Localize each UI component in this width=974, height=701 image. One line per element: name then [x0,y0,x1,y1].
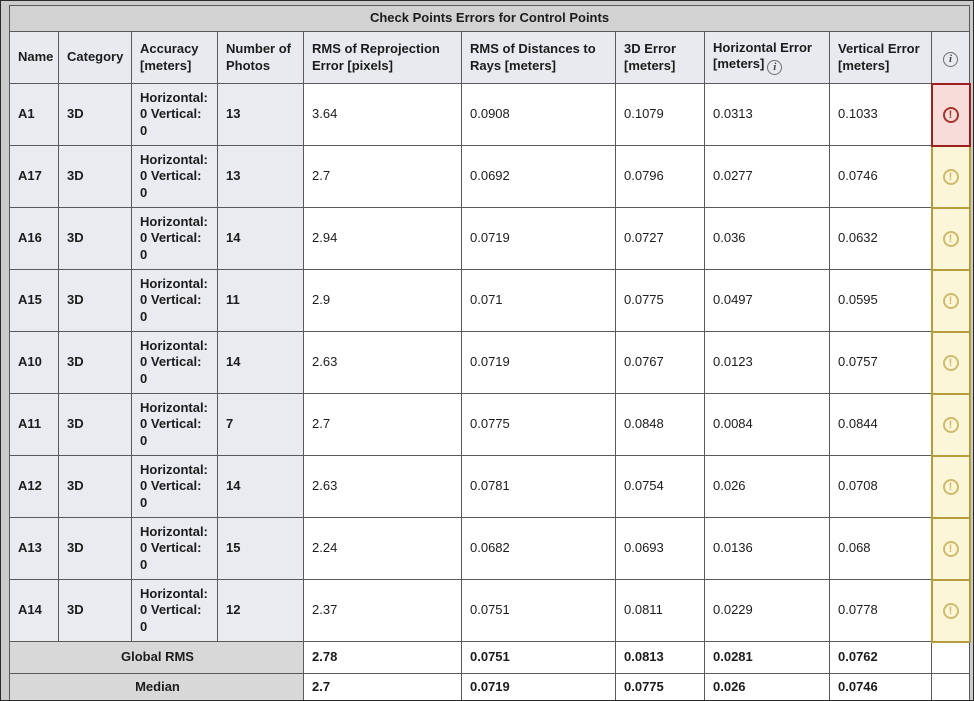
status-warning-icon[interactable]: ! [943,231,959,247]
accuracy-horizontal: Horizontal: 0 [140,152,208,184]
accuracy-horizontal: Horizontal: 0 [140,462,208,494]
col-header-name: Name [10,32,59,84]
table-body [10,84,970,642]
photos-cell: 14 [218,332,304,394]
col-header-vertical-error: Vertical Error [meters] [830,32,932,84]
category-cell: 3D [59,208,132,270]
rms-distances-cell: 0.0908 [462,84,616,146]
name-cell: A15 [10,270,59,332]
error-3d-cell: 0.0727 [616,208,705,270]
accuracy-vertical: Vertical: 0 [140,602,202,634]
status-empty-cell [932,674,970,701]
photos-cell: 7 [218,394,304,456]
accuracy-vertical: Vertical: 0 [140,354,202,386]
status-cell [932,84,970,146]
accuracy-vertical: Vertical: 0 [140,540,202,572]
rms-reprojection-cell: 2.94 [304,208,462,270]
status-warning-icon[interactable]: ! [943,417,959,433]
horizontal-error-cell: 0.0084 [705,394,830,456]
rms-reprojection-cell: 2.63 [304,332,462,394]
category-cell: 3D [59,332,132,394]
rms-distances-cell: 0.0775 [462,394,616,456]
vertical-error-cell: 0.068 [830,518,932,580]
accuracy-vertical: Vertical: 0 [140,230,202,262]
accuracy-cell [132,208,218,270]
table-row [10,394,970,456]
accuracy-horizontal: Horizontal: 0 [140,90,208,122]
vertical-error-cell: 0.0844 [830,394,932,456]
error-3d-cell: 0.0848 [616,394,705,456]
accuracy-vertical: Vertical: 0 [140,292,202,324]
rms-distances-cell: 0.071 [462,270,616,332]
rms-distances-cell: 0.0751 [462,580,616,642]
status-cell [932,146,970,208]
footer-value-cell: 2.7 [304,674,462,701]
status-cell [932,208,970,270]
accuracy-horizontal: Horizontal: 0 [140,586,208,618]
col-header-accuracy: Accuracy [meters] [132,32,218,84]
footer-value-cell: 0.0746 [830,674,932,701]
info-icon[interactable]: i [767,60,782,75]
error-3d-cell: 0.0796 [616,146,705,208]
name-cell: A1 [10,84,59,146]
col-header-3d-error: 3D Error [meters] [616,32,705,84]
accuracy-vertical: Vertical: 0 [140,416,202,448]
category-cell: 3D [59,270,132,332]
status-warning-icon[interactable]: ! [943,479,959,495]
name-cell: A12 [10,456,59,518]
table-row [10,208,970,270]
name-cell: A16 [10,208,59,270]
status-warning-icon[interactable]: ! [943,293,959,309]
photos-cell: 13 [218,84,304,146]
error-3d-cell: 0.0767 [616,332,705,394]
accuracy-cell [132,146,218,208]
status-warning-icon[interactable]: ! [943,541,959,557]
accuracy-cell [132,270,218,332]
footer-value-cell: 0.026 [705,674,830,701]
rms-reprojection-cell: 2.24 [304,518,462,580]
table-row [10,84,970,146]
horizontal-error-cell: 0.0313 [705,84,830,146]
footer-value-cell: 0.0751 [462,642,616,674]
error-3d-cell: 0.0693 [616,518,705,580]
rms-reprojection-cell: 2.37 [304,580,462,642]
global-rms-row [10,642,970,674]
status-warning-icon[interactable]: ! [943,169,959,185]
table-row [10,580,970,642]
photos-cell: 14 [218,208,304,270]
category-cell: 3D [59,394,132,456]
global-rms-label: Global RMS [10,642,304,674]
horizontal-error-cell: 0.026 [705,456,830,518]
status-cell [932,456,970,518]
rms-reprojection-cell: 2.63 [304,456,462,518]
status-warning-icon[interactable]: ! [943,603,959,619]
name-cell: A11 [10,394,59,456]
accuracy-horizontal: Horizontal: 0 [140,524,208,556]
accuracy-horizontal: Horizontal: 0 [140,214,208,246]
vertical-error-cell: 0.0746 [830,146,932,208]
accuracy-cell [132,84,218,146]
header-row [10,32,970,84]
accuracy-cell [132,456,218,518]
vertical-error-cell: 0.0595 [830,270,932,332]
table-row [10,332,970,394]
horizontal-error-cell: 0.036 [705,208,830,270]
vertical-error-cell: 0.0632 [830,208,932,270]
category-cell: 3D [59,84,132,146]
footer-value-cell: 0.0775 [616,674,705,701]
photos-cell: 13 [218,146,304,208]
accuracy-vertical: Vertical: 0 [140,168,202,200]
vertical-error-cell: 0.0778 [830,580,932,642]
info-icon[interactable]: i [943,52,958,67]
table-row [10,456,970,518]
footer-value-cell: 0.0281 [705,642,830,674]
horizontal-error-cell: 0.0123 [705,332,830,394]
table-title: Check Points Errors for Control Points [10,6,970,32]
accuracy-cell [132,580,218,642]
footer-value-cell: 0.0719 [462,674,616,701]
status-warning-icon[interactable]: ! [943,107,959,123]
col-header-horizontal-error [705,32,830,84]
horizontal-error-cell: 0.0497 [705,270,830,332]
col-header-status [932,32,970,84]
error-3d-cell: 0.0775 [616,270,705,332]
photos-cell: 14 [218,456,304,518]
col-header-category: Category [59,32,132,84]
accuracy-vertical: Vertical: 0 [140,106,202,138]
rms-distances-cell: 0.0682 [462,518,616,580]
name-cell: A14 [10,580,59,642]
category-cell: 3D [59,580,132,642]
accuracy-cell [132,332,218,394]
photos-cell: 12 [218,580,304,642]
horizontal-error-cell: 0.0136 [705,518,830,580]
rms-reprojection-cell: 2.9 [304,270,462,332]
rms-distances-cell: 0.0692 [462,146,616,208]
median-row [10,674,970,701]
vertical-error-cell: 0.0757 [830,332,932,394]
col-header-number-of-photos: Number of Photos [218,32,304,84]
name-cell: A10 [10,332,59,394]
accuracy-horizontal: Horizontal: 0 [140,338,208,370]
vertical-error-cell: 0.0708 [830,456,932,518]
horizontal-error-cell: 0.0277 [705,146,830,208]
accuracy-horizontal: Horizontal: 0 [140,276,208,308]
name-cell: A13 [10,518,59,580]
col-header-rms-distances: RMS of Distances to Rays [meters] [462,32,616,84]
photos-cell: 15 [218,518,304,580]
status-cell [932,580,970,642]
rms-distances-cell: 0.0719 [462,332,616,394]
status-cell [932,518,970,580]
col-header-horizontal-error-label: Horizontal Error [meters] [713,39,812,71]
footer-value-cell: 2.78 [304,642,462,674]
name-cell: A17 [10,146,59,208]
rms-reprojection-cell: 3.64 [304,84,462,146]
status-cell [932,270,970,332]
category-cell: 3D [59,456,132,518]
status-cell [932,394,970,456]
error-3d-cell: 0.0754 [616,456,705,518]
table-row [10,146,970,208]
accuracy-cell [132,518,218,580]
rms-distances-cell: 0.0719 [462,208,616,270]
accuracy-vertical: Vertical: 0 [140,478,202,510]
rms-reprojection-cell: 2.7 [304,394,462,456]
footer-value-cell: 0.0813 [616,642,705,674]
control-points-table [9,5,971,701]
rms-distances-cell: 0.0781 [462,456,616,518]
median-label: Median [10,674,304,701]
photos-cell: 11 [218,270,304,332]
table-row [10,518,970,580]
accuracy-horizontal: Horizontal: 0 [140,400,208,432]
rms-reprojection-cell: 2.7 [304,146,462,208]
footer-value-cell: 0.0762 [830,642,932,674]
error-3d-cell: 0.0811 [616,580,705,642]
status-empty-cell [932,642,970,674]
vertical-error-cell: 0.1033 [830,84,932,146]
title-row [10,6,970,32]
category-cell: 3D [59,146,132,208]
error-3d-cell: 0.1079 [616,84,705,146]
table-row [10,270,970,332]
col-header-rms-reprojection: RMS of Reprojection Error [pixels] [304,32,462,84]
status-cell [932,332,970,394]
category-cell: 3D [59,518,132,580]
status-warning-icon[interactable]: ! [943,355,959,371]
accuracy-cell [132,394,218,456]
horizontal-error-cell: 0.0229 [705,580,830,642]
